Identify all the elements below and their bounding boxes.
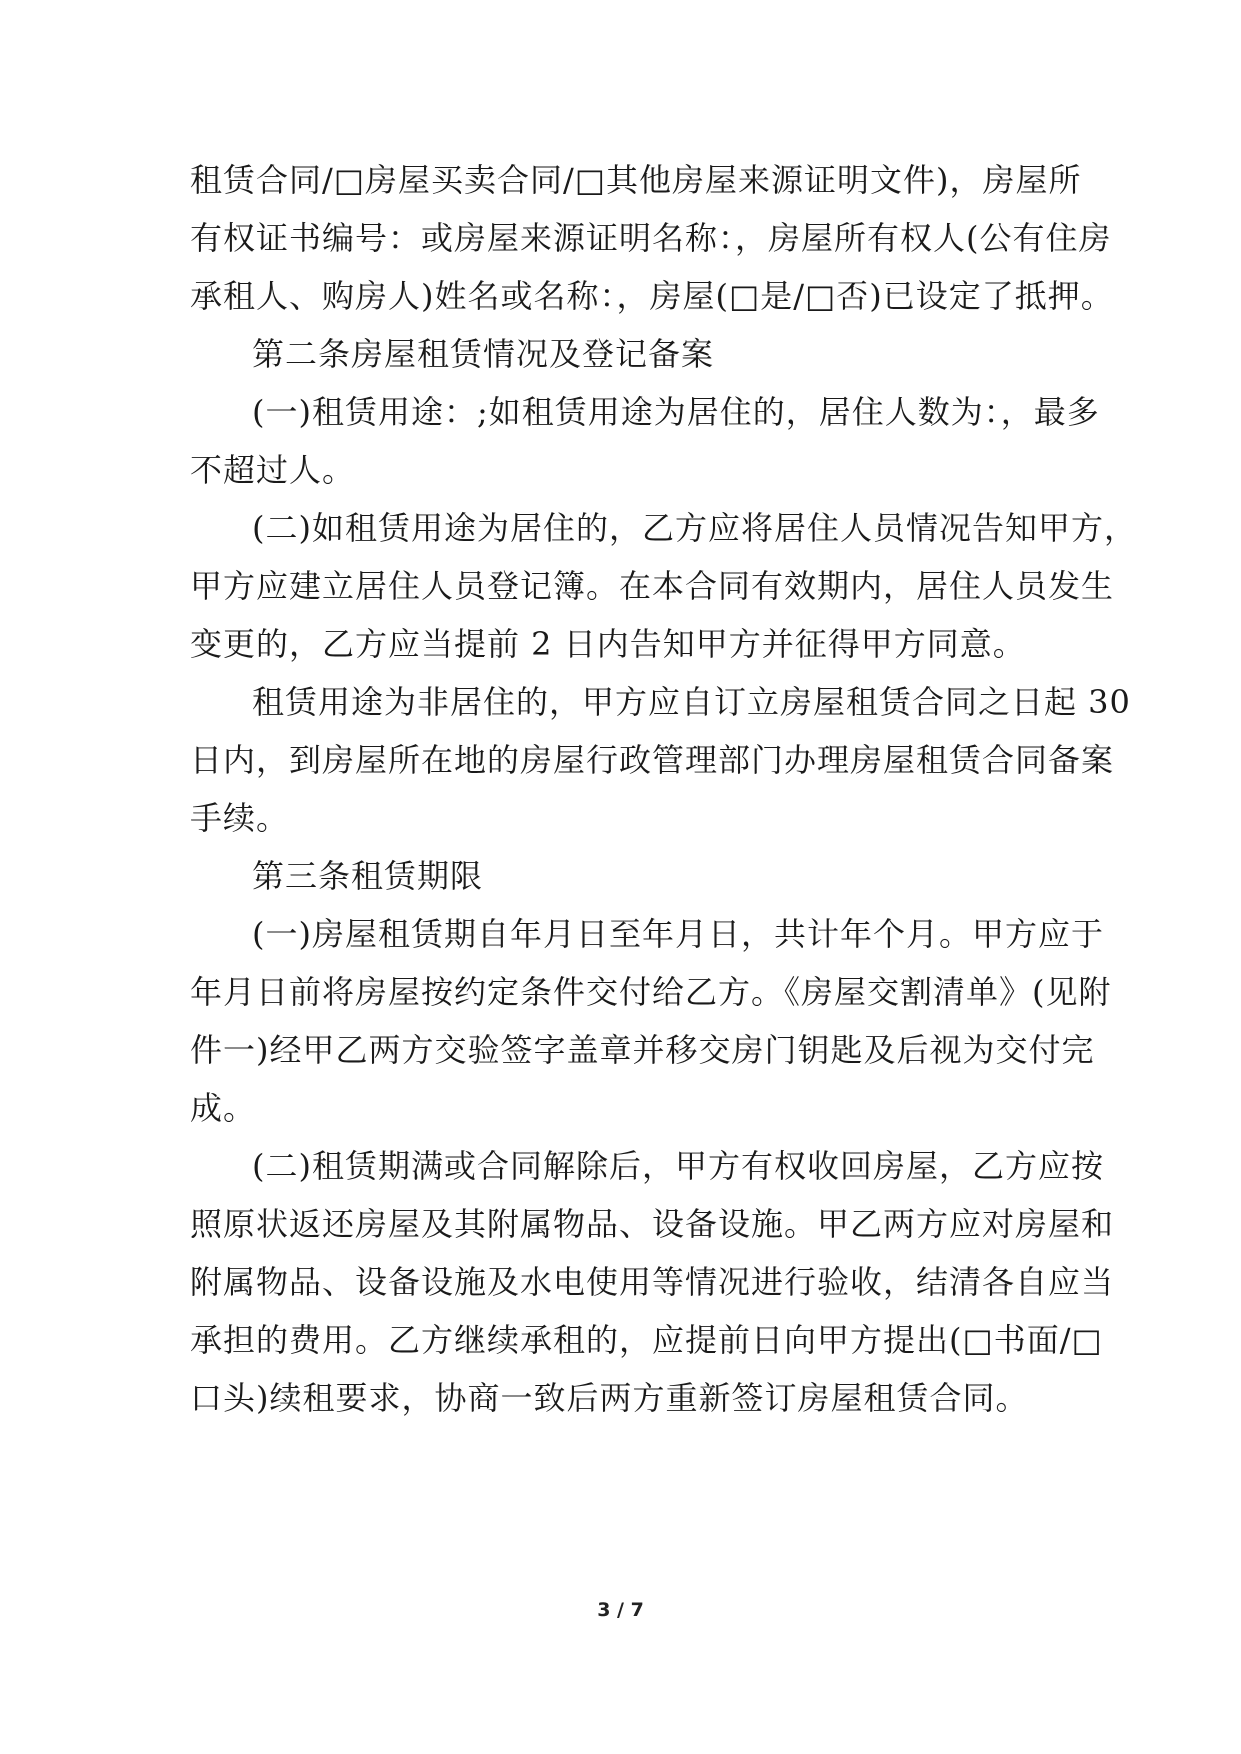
text-line: 变更的，乙方应当提前 2 日内告知甲方并征得甲方同意。 [190, 625, 1026, 663]
text-line: 租赁用途为非居住的，甲方应自订立房屋租赁合同之日起 30 [252, 683, 1131, 721]
text-line: 承租人、购房人)姓名或名称：，房屋(□是/□否)已设定了抵押。 [190, 277, 1114, 315]
text-line: 年月日前将房屋按约定条件交付给乙方。《房屋交割清单》(见附 [190, 973, 1112, 1011]
section-heading: 第二条房屋租赁情况及登记备案 [252, 335, 715, 373]
text-line: 甲方应建立居住人员登记簿。在本合同有效期内，居住人员发生 [190, 567, 1115, 605]
text-line: 手续。 [190, 799, 290, 837]
text-line: (二)如租赁用途为居住的，乙方应将居住人员情况告知甲方， [252, 509, 1137, 547]
text-line: (二)租赁期满或合同解除后，甲方有权收回房屋，乙方应按 [252, 1147, 1104, 1185]
text-line: 承担的费用。乙方继续承租的，应提前日向甲方提出(□书面/□ [190, 1321, 1103, 1359]
text-line: 成。 [190, 1089, 257, 1127]
text-line: 不超过人。 [190, 451, 356, 489]
section-heading: 第三条租赁期限 [252, 857, 484, 895]
text-line: (一)房屋租赁期自年月日至年月日，共计年个月。甲方应于 [252, 915, 1104, 953]
text-line: 日内，到房屋所在地的房屋行政管理部门办理房屋租赁合同备案 [190, 741, 1115, 779]
text-line: 有权证书编号：或房屋来源证明名称：，房屋所有权人(公有住房 [190, 219, 1112, 257]
text-line: 照原状返还房屋及其附属物品、设备设施。甲乙两方应对房屋和 [190, 1205, 1115, 1243]
text-line: (一)租赁用途：;如租赁用途为居住的，居住人数为：，最多 [252, 393, 1100, 431]
text-line: 附属物品、设备设施及水电使用等情况进行验收，结清各自应当 [190, 1263, 1115, 1301]
text-line: 件一)经甲乙两方交验签字盖章并移交房门钥匙及后视为交付完 [190, 1031, 1095, 1069]
page-number: 3 / 7 [597, 1599, 644, 1621]
text-line: 租赁合同/□房屋买卖合同/□其他房屋来源证明文件)，房屋所 [190, 161, 1082, 199]
text-line: 口头)续租要求，协商一致后两方重新签订房屋租赁合同。 [190, 1379, 1029, 1417]
